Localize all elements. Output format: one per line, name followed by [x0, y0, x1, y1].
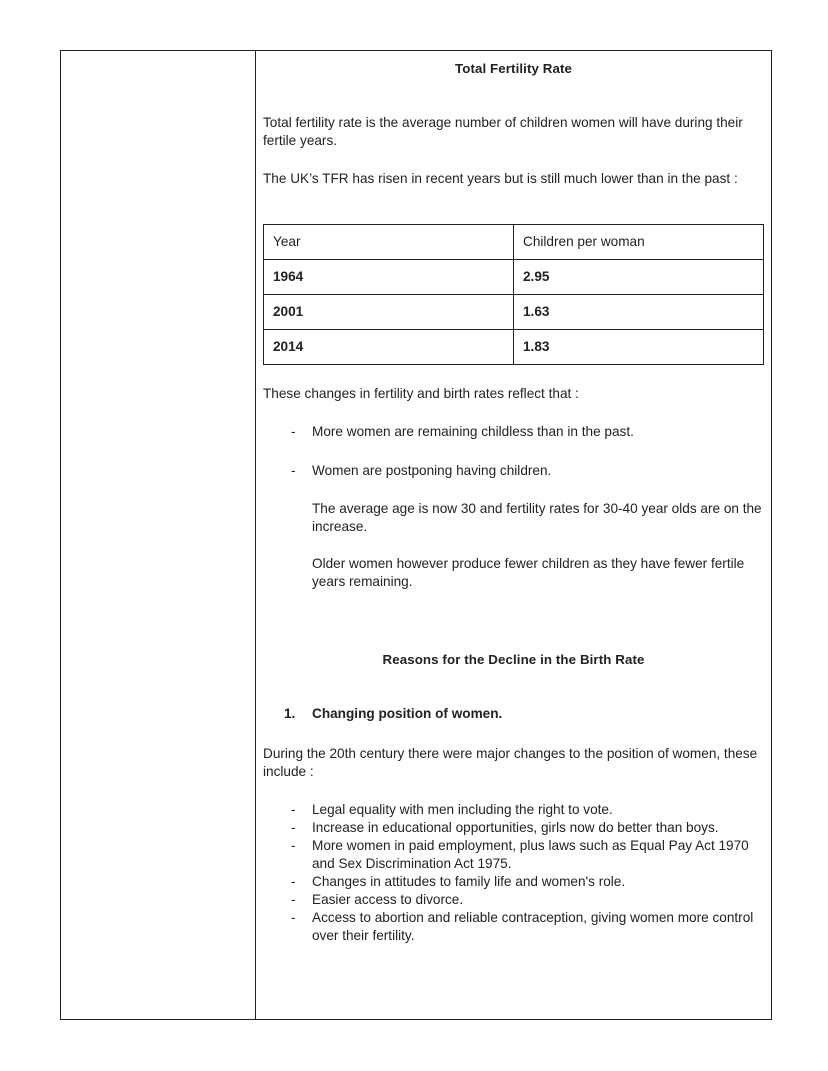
intro-paragraph-2: The UK’s TFR has risen in recent years but is still much lower than in the past :: [263, 170, 738, 186]
list-item: [263, 462, 764, 480]
list-item: [263, 891, 764, 909]
dash-bullet-icon: -: [291, 891, 296, 907]
list-item: [263, 423, 764, 441]
spacer: [263, 781, 764, 801]
list-item-text: Legal equality with men including the right to vote.: [312, 802, 613, 818]
spacer: [263, 188, 764, 224]
left-margin-column: [61, 51, 256, 1019]
intro-paragraph-1: Total fertility rate is the average number of children women will have during their fertile years.: [263, 114, 743, 148]
table-row: [264, 329, 764, 364]
dash-bullet-icon: -: [291, 423, 296, 439]
fertility-rate-table: [263, 224, 764, 365]
list-item: [263, 909, 764, 945]
reflect-bullet-list: [263, 423, 764, 480]
spacer: [263, 669, 764, 705]
spacer: [263, 480, 764, 500]
page-title: Total Fertility Rate: [454, 61, 572, 76]
spacer: [263, 78, 764, 114]
dash-bullet-icon: -: [291, 909, 296, 925]
reflect-note-1: The average age is now 30 and fertility rates for 30-40 year olds are on the increase.: [312, 500, 762, 534]
section-heading: Reasons for the Decline in the Birth Rate: [382, 652, 645, 668]
numbered-list-item: [263, 705, 764, 723]
table-cell-value: 1.83: [514, 329, 764, 364]
table-cell-year: 2001: [264, 294, 514, 329]
dash-bullet-icon: -: [291, 837, 296, 853]
table-cell-value: 1.63: [514, 294, 764, 329]
table-cell-value: 2.95: [514, 259, 764, 294]
page-frame-table: [60, 50, 772, 1020]
spacer: [263, 635, 764, 651]
list-item-text: More women in paid employment, plus laws such as Equal Pay Act 1970 and Sex Discrimination Act 1975.: [312, 837, 749, 871]
spacer: [263, 591, 764, 635]
list-item-text: Increase in educational opportunities, girls now do better than boys.: [312, 820, 719, 835]
list-number: 1.: [284, 706, 296, 722]
changes-bullet-list: [263, 801, 764, 945]
reflect-intro-paragraph: These changes in fertility and birth rates reflect that :: [263, 385, 579, 401]
spacer: [263, 535, 764, 555]
dash-bullet-icon: -: [291, 462, 296, 478]
table-header-year: Year: [264, 224, 514, 259]
reflect-note-2: Older women however produce fewer children as they have fewer fertile years remaining.: [312, 556, 745, 590]
table-cell-year: 2014: [264, 329, 514, 364]
list-item-text: Easier access to divorce.: [312, 891, 464, 907]
list-item: [263, 837, 764, 873]
table-cell-year: 1964: [264, 259, 514, 294]
dash-bullet-icon: -: [291, 802, 296, 818]
list-item: [263, 819, 764, 837]
spacer: [263, 365, 764, 385]
table-row: [264, 259, 764, 294]
century-paragraph: During the 20th century there were major changes to the position of women, these include :: [263, 746, 758, 780]
content-column: [256, 51, 771, 1019]
numbered-item-text: Changing position of women.: [312, 706, 503, 722]
dash-bullet-icon: -: [291, 873, 296, 889]
list-item-text: Access to abortion and reliable contraception, giving women more control over their fertility.: [312, 909, 754, 943]
spacer: [263, 403, 764, 423]
table-row: [264, 294, 764, 329]
list-item-text: Women are postponing having children.: [312, 462, 552, 478]
list-item: [263, 801, 764, 819]
spacer: [263, 723, 764, 745]
list-item-text: Changes in attitudes to family life and women's role.: [312, 873, 626, 889]
list-item-text: More women are remaining childless than in the past.: [312, 423, 634, 439]
table-header-row: [264, 224, 764, 259]
table-header-children: Children per woman: [514, 224, 764, 259]
spacer: [263, 150, 764, 170]
list-item: [263, 873, 764, 891]
dash-bullet-icon: -: [291, 820, 296, 835]
